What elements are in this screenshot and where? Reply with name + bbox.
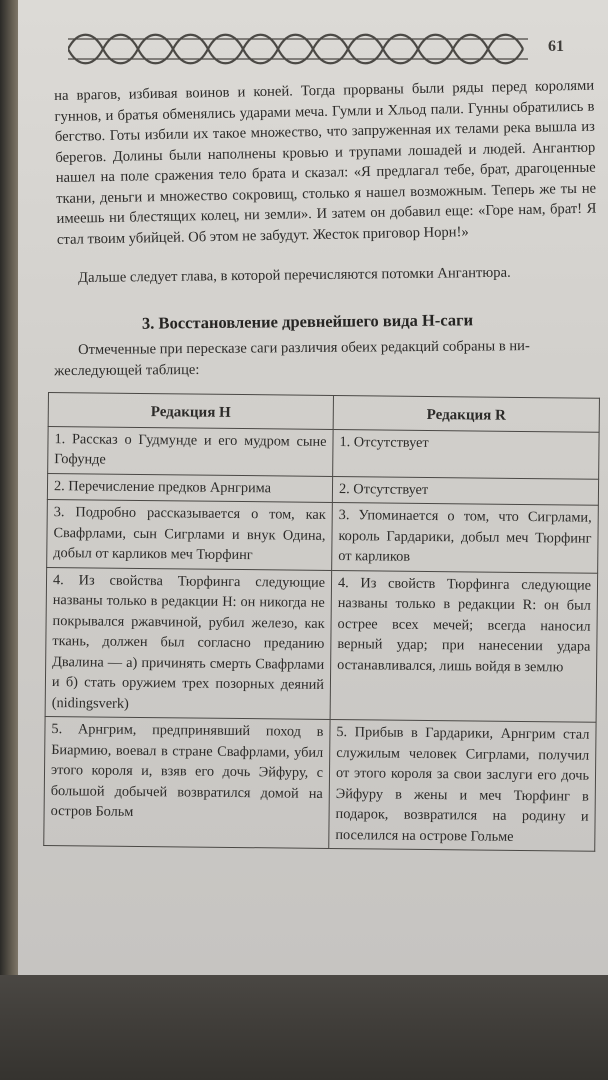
table-cell-h: 2. Перечисление предков Арнгрима	[47, 473, 332, 502]
table-cell-h: 3. Подробно рассказывается о том, как Свафрлами, сын Сигрлами и внук Одина, добыл от карликов меч Тюрфинг	[47, 499, 333, 569]
book-page	[18, 0, 608, 975]
table-row	[45, 567, 598, 722]
background-surface	[0, 975, 608, 1080]
table-row	[48, 426, 599, 479]
column-header-redaction-r: Редакция R	[333, 395, 599, 431]
table-cell-h: 4. Из свойства Тюрфинга следующие названы только в редакции Н: он никогда не покрывался ржавчиной, рубил железо, как ткань, должен был согласно преданию Двалина — а) причинять смерть Свафрлами и б) стать оружием трех позорных деяний (nidingsverk)	[45, 567, 332, 719]
table-cell-r: 5. Прибыв в Гардарики, Арнгрим стал служилым человек Сигрлами, получил от этого короля за свои заслуги его дочь Эйфуру в жены и меч Тюрфинг в подарок, возвратился на родину и поселился на острове Гольме	[329, 719, 596, 851]
comparison-table	[43, 392, 600, 852]
paragraph-descendants: Дальше следует глава, в которой перечисляются потомки Ангантюра.	[78, 264, 511, 286]
column-header-redaction-h: Редакция Н	[48, 393, 333, 429]
paragraph-intro	[54, 335, 594, 381]
table-cell-h: 5. Арнгрим, предпринявший поход в Биармию, воевал в стране Свафрлами, убил этого короля и, взяв его дочь Эйфуру, с большой добычей возвратился домой на остров Больм	[44, 716, 330, 848]
paragraph-saga-battle: на врагов, избивая воинов и коней. Тогда прорваны были ряды перед королями гуннов, и братья обменялись ударами меча. Гумли и Хльод пали. Гунны обратились в бегство. Готы избили их такое множество, что запруженная их телами река вышла из берегов. Долины были наполнены кровью и трупами лошадей и людей. Ангантюр нашел на поле сражения тело брата и сказал: «Я предлагал тебе, брат, драгоценные ткани, деньги и множество сокровищ, столько я нашел возможным. Теперь же ты не имеешь ни блестящих колец, ни земли». И затем он добавил еще: «Горе нам, брат! Я стал твоим убийцей. Об этом не забудут. Жесток приговор Норн!»	[54, 77, 597, 248]
page-number: 61	[548, 38, 564, 55]
intro-first-line: Отмеченные при пересказе саги различия обеих редакций собраны в ни-	[78, 338, 530, 358]
table-cell-h: 1. Рассказ о Гудмунде и его мудром сыне Гофунде	[48, 426, 333, 476]
intro-continuation: жеследующей таблице:	[54, 361, 200, 379]
table-cell-r: 3. Упоминается о том, что Сигрлами, король Гардарики, добыл меч Тюрфинг от карликов	[332, 502, 599, 572]
table-row	[44, 716, 596, 851]
table-cell-r: 2. Отсутствует	[332, 476, 598, 505]
page-header	[68, 26, 598, 72]
table-row	[47, 499, 599, 572]
table-cell-r: 4. Из свойств Тюрфинга следующие названы только в редакции R: он был острее всех мечей; всегда наносил верный удар; при нанесении удара останавливался, лишь войдя в землю	[330, 570, 598, 722]
section-heading: 3. Восстановление древнейшего вида Н-саги	[141, 310, 474, 333]
celtic-knot-ornament	[68, 26, 538, 72]
table-cell-r: 1. Отсутствует	[333, 429, 599, 479]
